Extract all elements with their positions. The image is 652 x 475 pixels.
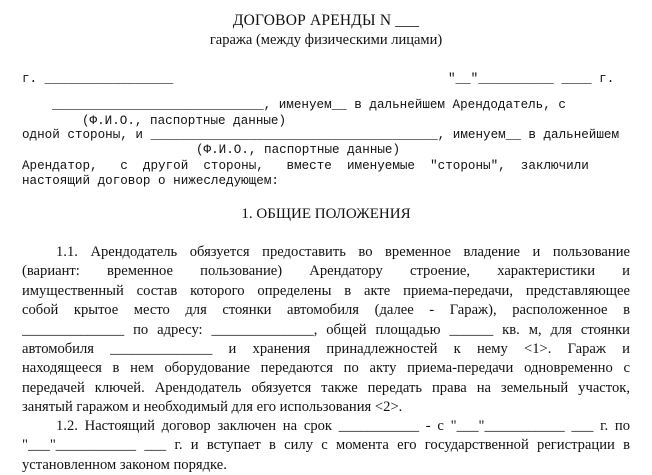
lessee-line: Арендатор, с другой стороны, вместе именуемые "стороны", заключили: [22, 159, 589, 173]
clause-line: имущественный состав которого определены в акте приема-передачи, представляющее: [22, 282, 630, 299]
clause-line: ______________ по адресу: ______________, общей площадью ______ кв. м, для стоянки: [22, 321, 630, 338]
clause-line: собой крытое место для стоянки автомобиля (далее - Гараж), расположенное в: [22, 302, 630, 319]
intro-closing: настоящий договор о нижеследующем:: [22, 174, 279, 188]
clause-line: (вариант: временное пользование) Арендатору строение, характеристики и: [22, 263, 630, 280]
clause-line: передачей ключей. Арендодатель обязуется также передать права на земельный участок,: [22, 379, 630, 396]
clause-line: автомобиля ______________ и хранения принадлежностей к нему <1>. Гараж и: [22, 341, 630, 358]
section-heading: 1. ОБЩИЕ ПОЛОЖЕНИЯ: [241, 206, 411, 222]
clause-line: занятый гаражом и необходимый для его использования <2>.: [22, 399, 403, 416]
clause-line: 1.2. Настоящий договор заключен на срок ___________ - с "___"___________ ___ г. по: [56, 418, 630, 434]
clause-line: установленном законом порядке.: [22, 456, 227, 473]
lessee-hint: (Ф.И.О., паспортные данные): [196, 143, 401, 157]
clause-line: "___"___________ ___ г. и вступает в силу с момента его государственной регистрации в: [22, 437, 630, 454]
clause-line: находящееся в нем оборудование передаются по акту приема-передачи одновременно с: [22, 360, 630, 377]
lessor-hint: (Ф.И.О., паспортные данные): [82, 114, 287, 128]
document-subtitle: гаража (между физическими лицами): [209, 32, 443, 48]
document-title: ДОГОВОР АРЕНДЫ N ___: [232, 12, 420, 29]
lessor-line: ____________________________, именуем__ в дальнейшем Арендодатель, с: [52, 98, 566, 112]
clause-line: 1.1. Арендодатель обязуется предоставить во временное владение и пользование: [56, 244, 630, 260]
city-line: г. _________________: [22, 72, 174, 86]
lessor-continuation: одной стороны, и ______________________________________, именуем__ в дальнейшем: [22, 128, 620, 142]
clause-1-1: [22, 243, 630, 418]
date-line: "__"__________ ____ г.: [448, 72, 615, 86]
clause-1-2: [22, 417, 630, 475]
